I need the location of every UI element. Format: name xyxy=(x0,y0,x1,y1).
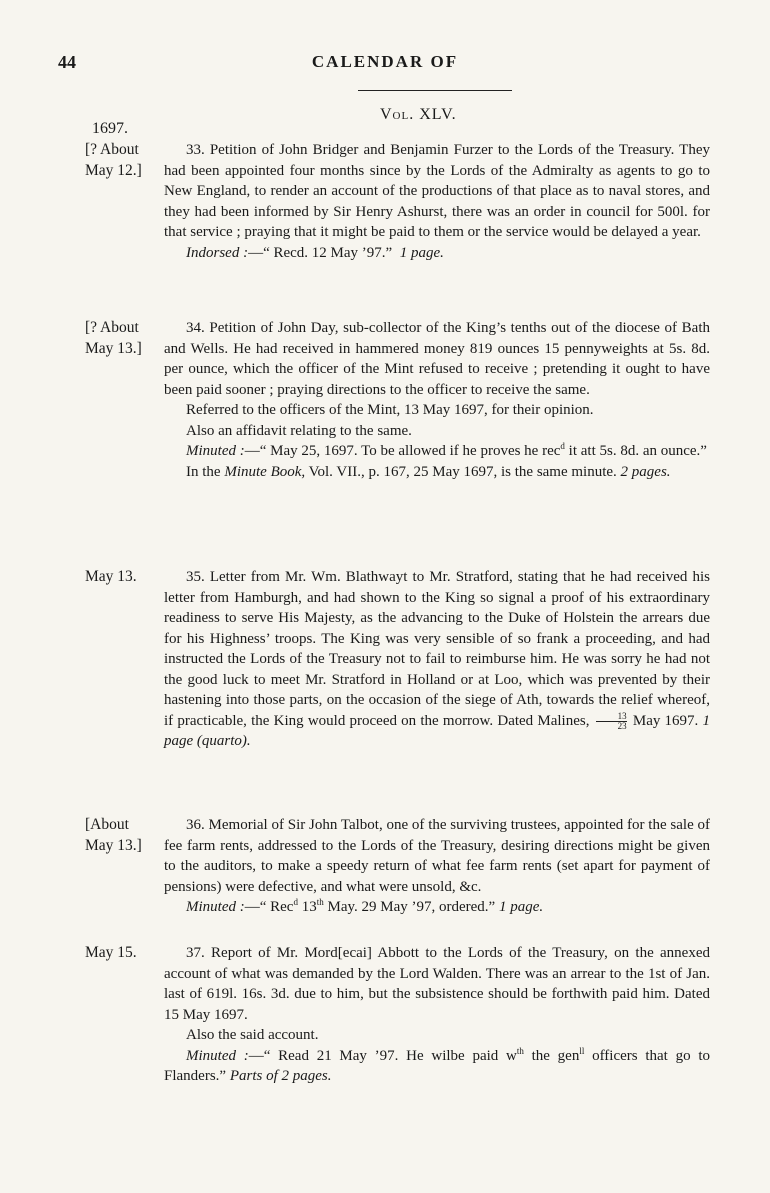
entry-33-endorsement: Indorsed :—“ Recd. 12 May ’97.” 1 page. xyxy=(186,244,444,261)
entry-33 xyxy=(164,140,710,263)
entry-36-minuted: Minuted :—“ Rec$^d$ 13th May. 29 May ’97, ordered.” 1 page. xyxy=(186,897,544,915)
header-rule xyxy=(358,90,512,91)
entry-34 xyxy=(164,318,710,482)
entry-34-affidavit: Also an affidavit relating to the same. xyxy=(186,422,412,439)
margin-date-33: [? About May 12.] xyxy=(85,141,142,179)
date-fraction: $\frac{13}{23}$ xyxy=(596,712,627,731)
entry-37 xyxy=(164,943,710,1087)
entry-35-text: 35. Letter from Mr. Wm. Blathwayt to Mr. Stratford, stating that he had received his letter from Hamburgh, and had shown to the King so signal a proof of his extraordinary readiness to serve His Majesty, as the advancing to the Duke of Holstein the arrears due for his Highness’ troops. The King was very sensible of so frank a proceeding, and had instructed the Lords of the Treasury not to fail to reimburse him. He was sorry he had not the good luck to meet Mr. Stratford in Holland or at Loo, which was prevented by their hastening into those parts, on the occasion of the siege of Ath, towards the relief whereof, if practicable, the King would proceed on the morrow. Dated Malines, $\frac{13}{23}$ May 1697. 1 page (quarto). xyxy=(164,569,710,749)
volume-heading: Vol. XLV. xyxy=(380,106,457,123)
year-label: 1697. xyxy=(92,120,128,137)
margin-date-35: May 13. xyxy=(85,568,137,585)
entry-34-text: 34. Petition of John Day, sub-collector of the King’s tenths out of the diocese of Bath and Wells. He had received in hammered money 819 ounces 15 pennyweights at 5s. 8d. per ounce, which the officer of the Mint refused to receive ; pretending it ought to have been paid sooner ; praying directions to the officer to receive the same. xyxy=(164,320,710,398)
margin-date-34: [? About May 13.] xyxy=(85,319,142,357)
entry-37-also: Also the said account. xyxy=(186,1027,319,1043)
entry-34-minuted: Minuted :—“ May 25, 1697. To be allowed if he proves he rec$^d$ it att 5s. 8d. an ounce.” xyxy=(186,441,707,459)
entry-35 xyxy=(164,567,710,752)
entry-34-minute-book: In the Minute Book, Vol. VII., p. 167, 25 May 1697, is the same minute. 2 pages. xyxy=(186,463,671,480)
margin-date-37: May 15. xyxy=(85,944,137,961)
entry-33-text: 33. Petition of John Bridger and Benjamin Furzer to the Lords of the Treasury. They had been appointed four months since by the Lords of the Admiralty as agents to go to New England, to render an account of the productions of that place as to naval stores, and they had been informed by Sir Henry Ashurst, there was an order in council for 500l. for that service ; praying that it might be paid to them or the service would be delayed a year. xyxy=(164,142,710,240)
entry-34-referral: Referred to the officers of the Mint, 13 May 1697, for their opinion. xyxy=(186,402,594,418)
page-number: 44 xyxy=(58,52,76,72)
entry-36 xyxy=(164,815,710,918)
entry-37-text: 37. Report of Mr. Mord[ecai] Abbott to the Lords of the Treasury, on the annexed account of what was demanded by the Lord Walden. There was an arrear to the 1st of Jan. last of 619l. 16s. 3d. due to him, but the subsistence should be forthwith paid him. Dated 15 May 1697. xyxy=(164,945,710,1023)
running-title: CALENDAR OF xyxy=(311,52,459,71)
entry-36-text: 36. Memorial of Sir John Talbot, one of the surviving trustees, appointed for the sale of fee farm rents, addressed to the Lords of the Treasury, desiring directions might be given to the auditors, to make a speedy return of what fee farm rents (set apart for payment of pensions) were defective, and what were unsold, &c. xyxy=(164,817,710,895)
entry-37-minuted: Minuted :—“ Read 21 May ’97. He wilbe paid $w^{th}$ the gen$^{ll}$ officers that go to Flanders.” Parts of 2 pages. xyxy=(164,1045,710,1084)
margin-date-36: [About May 13.] xyxy=(85,816,142,854)
